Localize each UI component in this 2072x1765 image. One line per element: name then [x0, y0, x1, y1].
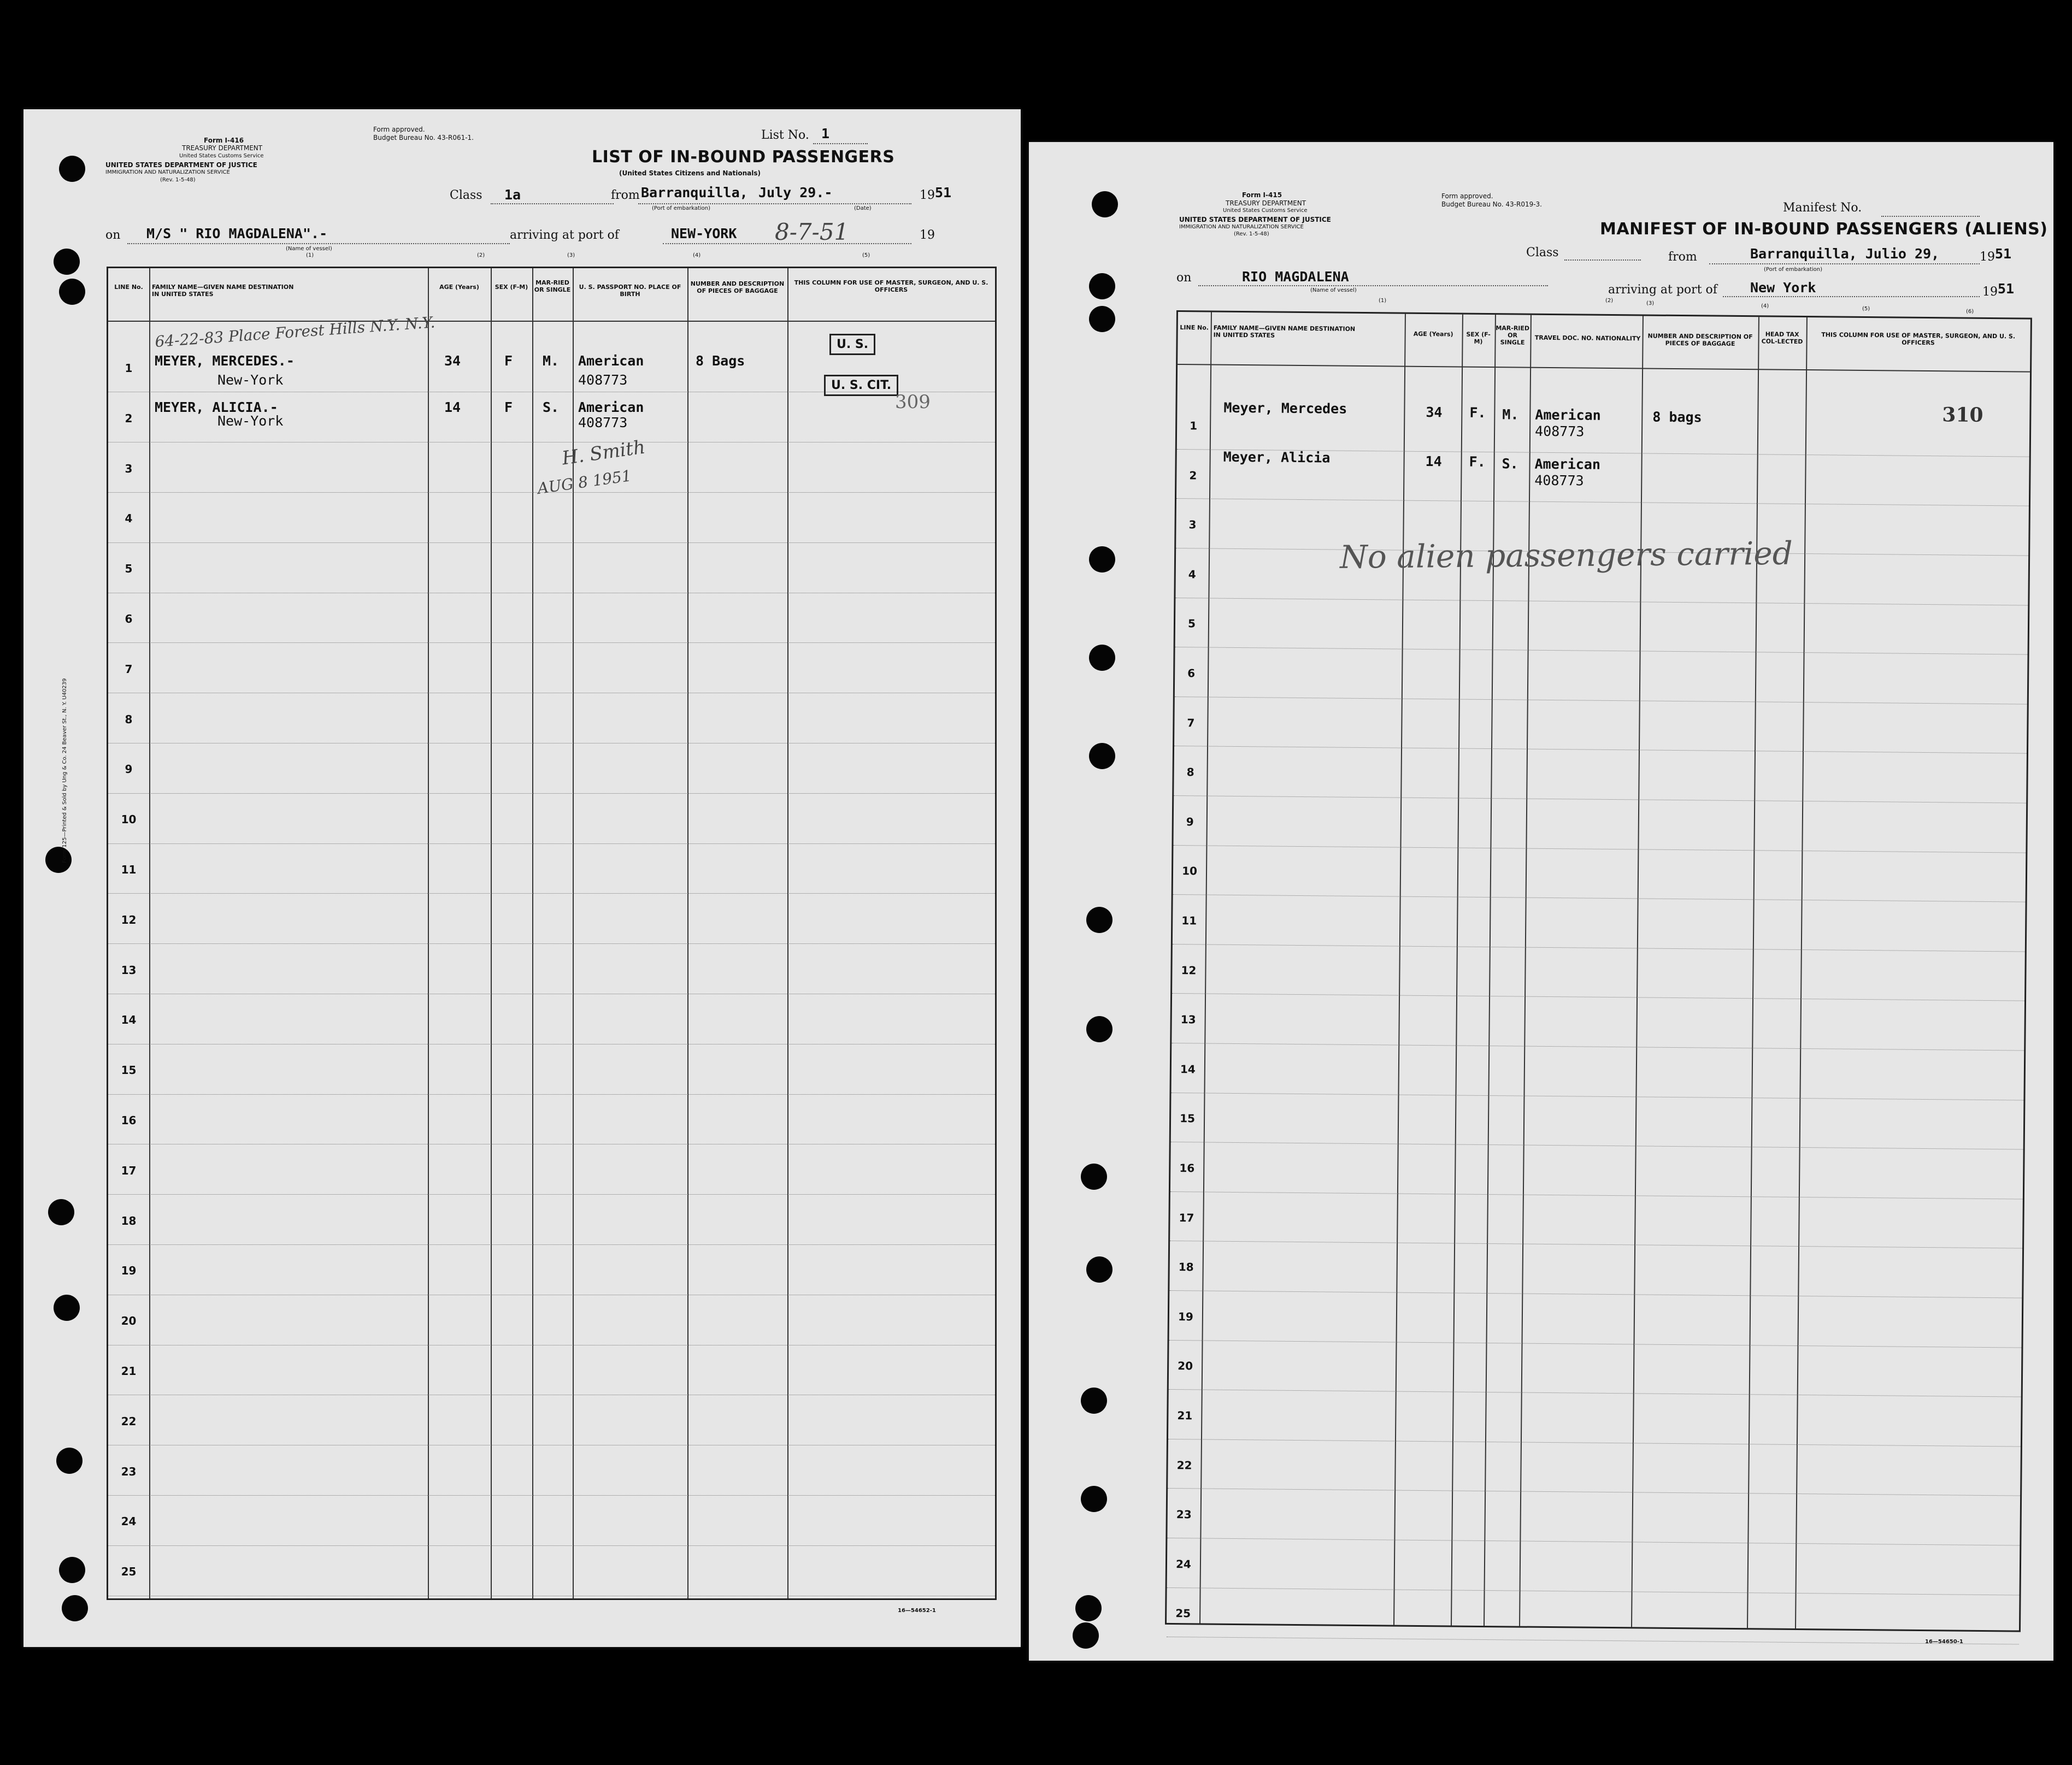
- row-rule: [1167, 1538, 2020, 1546]
- class-label: Class: [450, 188, 482, 202]
- form-id: Form I-416: [204, 137, 244, 144]
- handwritten-note: No alien passengers carried: [1339, 534, 1793, 576]
- punch-hole: [1081, 1486, 1107, 1512]
- col-num-4: (4): [693, 252, 701, 258]
- line-number: 5: [1187, 617, 1196, 630]
- line-number: 11: [1181, 914, 1197, 928]
- header-head-tax: HEAD TAX COL-LECTED: [1761, 330, 1803, 346]
- row-rule: [1173, 845, 2026, 853]
- page-number: 310: [1942, 403, 1983, 427]
- handwritten-address: 64-22-83 Place Forest Hills N.Y. N.Y.: [154, 313, 436, 351]
- line-number: 4: [125, 512, 133, 526]
- row-rule: [108, 1094, 995, 1095]
- row1-age: 34: [1426, 404, 1443, 421]
- row2-dest: New-York: [217, 413, 284, 429]
- on-label: on: [105, 228, 121, 242]
- line-number: 22: [1176, 1458, 1192, 1472]
- line-number: 8: [1186, 765, 1194, 779]
- row-rule: [1167, 1587, 2020, 1595]
- line-number: 9: [125, 763, 133, 776]
- punch-hole: [1086, 907, 1112, 933]
- row-rule: [1176, 498, 2029, 506]
- row-rule: [1167, 1637, 2019, 1645]
- line-number: 25: [1175, 1607, 1191, 1620]
- line-number: 7: [125, 662, 133, 676]
- col-num-1: (1): [1379, 298, 1387, 304]
- col-num-2: (2): [1605, 298, 1614, 304]
- header-officers: THIS COLUMN FOR USE OF MASTER, SURGEON, AND U. S. OFFICERS: [794, 279, 988, 293]
- budget-bureau: Budget Bureau No. 43-R019-3.: [1441, 200, 1542, 208]
- header-line-no: LINE No.: [114, 284, 143, 291]
- header-married: MAR-RIED OR SINGLE: [534, 279, 571, 293]
- arrival-date-handwritten: 8-7-51: [775, 219, 849, 245]
- row2-passport: 408773: [578, 415, 628, 430]
- row2-age: 14: [444, 399, 461, 415]
- row-rule: [1168, 1439, 2021, 1447]
- row-rule: [1173, 944, 2025, 952]
- date-caption: (Date): [854, 205, 872, 211]
- row-rule: [1172, 1043, 2024, 1051]
- line-number: 2: [125, 411, 133, 425]
- footer-code: 16—54652-1: [898, 1608, 936, 1614]
- punch-hole: [54, 1295, 80, 1321]
- handwritten-date: AUG 8 1951: [536, 467, 633, 498]
- line-number: 20: [121, 1314, 137, 1328]
- punch-hole: [1089, 546, 1115, 572]
- line-number: 12: [1181, 963, 1197, 977]
- dept-treasury: TREASURY DEPARTMENT: [1226, 199, 1306, 207]
- row2-nationality: American: [1534, 456, 1601, 473]
- row-rule: [108, 1545, 995, 1546]
- row-rule: [108, 1194, 995, 1195]
- col-num-3: (3): [567, 252, 575, 258]
- year2-prefix: 19: [1982, 285, 1998, 299]
- line-number: 25: [121, 1565, 137, 1579]
- header-name: FAMILY NAME—GIVEN NAME DESTINATION IN UNITED STATES: [152, 284, 294, 298]
- punch-hole: [62, 1595, 88, 1621]
- line-number: 10: [121, 813, 137, 827]
- line-number: 19: [1178, 1309, 1193, 1324]
- row1-baggage: 8 Bags: [696, 353, 745, 369]
- line-number: 3: [125, 462, 133, 475]
- arrival-port: NEW-YORK: [671, 226, 737, 241]
- line-number: 6: [125, 612, 133, 625]
- line-number: 14: [121, 1013, 137, 1027]
- header-baggage: NUMBER AND DESCRIPTION OF PIECES OF BAGGAGE: [1647, 332, 1753, 347]
- arriving-label: arriving at port of: [510, 228, 619, 242]
- form-id: Form I-415: [1242, 191, 1282, 199]
- port-embarkation-caption: (Port of embarkation): [652, 205, 711, 211]
- header-age: AGE (Years): [1413, 330, 1453, 338]
- row-rule: [1169, 1290, 2022, 1298]
- row2-age: 14: [1425, 453, 1442, 470]
- row-rule: [1168, 1488, 2020, 1496]
- list-no-label: List No.: [761, 128, 809, 142]
- row-rule: [1175, 598, 2028, 606]
- footer-code: 16—54650-1: [1925, 1639, 1963, 1645]
- arriving-label: arriving at port of: [1608, 283, 1717, 297]
- punch-hole: [1081, 1388, 1107, 1414]
- row2-sex: F.: [1469, 453, 1486, 470]
- budget-bureau: Budget Bureau No. 43-R061-1.: [373, 134, 474, 141]
- line-number: 18: [1178, 1260, 1194, 1274]
- header-line-no: LINE No.: [1180, 324, 1209, 332]
- line-number: 2: [1189, 468, 1197, 482]
- row1-passport: 408773: [1534, 423, 1585, 440]
- line-number: 10: [1182, 864, 1198, 878]
- vessel-name: M/S " RIO MAGDALENA".-: [146, 226, 328, 241]
- line-number: 20: [1178, 1359, 1193, 1373]
- punch-hole: [59, 279, 85, 305]
- row-rule: [1174, 795, 2026, 804]
- line-number: 15: [1180, 1112, 1196, 1125]
- col-num-5: (5): [862, 252, 870, 258]
- row-rule: [108, 1244, 995, 1245]
- line-number: 9: [1186, 814, 1194, 829]
- row1-married: M.: [543, 353, 560, 369]
- row1-sex: F: [504, 353, 513, 369]
- row1-married: M.: [1502, 406, 1519, 423]
- row1-nationality: American: [1535, 406, 1601, 423]
- row-rule: [1169, 1340, 2022, 1348]
- from-label: from: [1668, 250, 1697, 264]
- vessel-caption: (Name of vessel): [286, 246, 332, 252]
- us-stamp: U. S.: [829, 334, 875, 355]
- line-number: 19: [121, 1264, 137, 1278]
- alien-passenger-table: [1165, 310, 2032, 1632]
- passenger-table: [107, 267, 997, 1600]
- year2-value: 51: [1998, 281, 2015, 297]
- row-rule: [108, 642, 995, 643]
- row1-name: MEYER, MERCEDES.-: [155, 353, 295, 369]
- dept-justice: UNITED STATES DEPARTMENT OF JUSTICE: [105, 161, 257, 169]
- line-number: 22: [121, 1414, 137, 1428]
- dept-customs: United States Customs Service: [179, 153, 264, 159]
- dept-justice: UNITED STATES DEPARTMENT OF JUSTICE: [1179, 216, 1331, 223]
- arrival-port: New York: [1750, 280, 1816, 296]
- row2-name: MEYER, ALICIA.-: [155, 399, 278, 415]
- row1-sex: F.: [1469, 404, 1486, 421]
- dept-ins: IMMIGRATION AND NATURALIZATION SERVICE: [1179, 224, 1304, 230]
- us-citizens-passenger-list: [23, 109, 1021, 1647]
- row1-nationality: American: [578, 353, 644, 369]
- line-number: 5: [125, 562, 133, 576]
- punch-hole: [54, 249, 80, 275]
- dept-treasury: TREASURY DEPARTMENT: [182, 144, 263, 152]
- row1-passport: 408773: [578, 372, 628, 388]
- embarkation-date: July 29.-: [758, 185, 833, 200]
- line-number: 8: [125, 712, 133, 726]
- punch-hole: [1081, 1164, 1107, 1190]
- embarkation-port: Barranquilla, Julio 29,: [1750, 246, 1940, 262]
- row-rule: [108, 542, 995, 543]
- header-travel-doc: TRAVEL DOC. NO. NATIONALITY: [1534, 334, 1641, 343]
- aliens-manifest: [1029, 142, 2053, 1661]
- line-number: 21: [1177, 1409, 1193, 1422]
- row-rule: [108, 793, 995, 794]
- header-married: MAR-RIED OR SINGLE: [1496, 324, 1530, 346]
- punch-hole: [1089, 273, 1115, 299]
- line-number: 12: [121, 913, 137, 926]
- page-number: 309: [895, 391, 931, 413]
- row2-passport: 408773: [1534, 472, 1584, 489]
- punch-hole: [1089, 645, 1115, 671]
- handwritten-signature: H. Smith: [560, 436, 647, 470]
- line-number: 1: [1190, 419, 1198, 433]
- punch-hole: [1073, 1622, 1099, 1649]
- line-number: 17: [1179, 1211, 1194, 1224]
- col-num-3: (3): [1646, 300, 1655, 306]
- form-approved: Form approved.: [1441, 192, 1493, 200]
- year-prefix: 19: [1980, 250, 1995, 264]
- row1-name: Meyer, Mercedes: [1223, 399, 1347, 417]
- year-prefix: 19: [920, 188, 935, 202]
- row-rule: [108, 943, 995, 944]
- row-rule: [1171, 1142, 2023, 1150]
- side-printer-text: Form 125—Printed & Sold by Ung & Co. 24 Beaver St., N. Y. U40239: [62, 678, 68, 863]
- row2-sex: F: [504, 399, 513, 415]
- page-subtitle: (United States Citizens and Nationals): [619, 169, 761, 177]
- line-number: 14: [1180, 1062, 1196, 1076]
- punch-hole: [1092, 191, 1118, 217]
- punch-hole: [59, 1557, 85, 1583]
- punch-hole: [1089, 743, 1115, 769]
- vessel-name: RIO MAGDALENA: [1242, 269, 1349, 285]
- line-number: 24: [1175, 1557, 1191, 1571]
- row-rule: [1170, 1241, 2022, 1249]
- col-num-1: (1): [306, 252, 314, 258]
- list-no-value: 1: [821, 126, 830, 141]
- line-number: 16: [1179, 1161, 1195, 1175]
- line-number: 23: [1176, 1508, 1192, 1521]
- row-rule: [1171, 1093, 2023, 1101]
- class-value: 1a: [504, 187, 521, 203]
- row-rule: [108, 1495, 995, 1496]
- line-number: 6: [1187, 666, 1196, 680]
- row2-married: S.: [543, 399, 560, 415]
- row1-dest: New-York: [217, 372, 284, 388]
- row2-nationality: American: [578, 399, 644, 415]
- manifest-no-label: Manifest No.: [1783, 201, 1862, 215]
- row2-name: Meyer, Alicia: [1223, 448, 1331, 466]
- punch-hole: [48, 1199, 74, 1225]
- line-number: 18: [121, 1214, 137, 1227]
- row-rule: [1175, 647, 2028, 655]
- row-rule: [108, 893, 995, 894]
- form-rev: (Rev. 1-5-48): [160, 177, 196, 183]
- punch-hole: [1089, 306, 1115, 332]
- on-label: on: [1176, 271, 1192, 285]
- row2-married: S.: [1502, 456, 1518, 472]
- punch-hole: [1086, 1256, 1112, 1283]
- row-rule: [1172, 993, 2024, 1001]
- col-num-6: (6): [1966, 309, 1974, 315]
- year19: 19: [920, 228, 935, 242]
- punch-hole: [56, 1448, 83, 1474]
- row1-age: 34: [444, 353, 461, 369]
- header-sex: SEX (F-M): [1466, 330, 1491, 345]
- year-value: 51: [935, 185, 952, 200]
- punch-hole: [1086, 1016, 1112, 1042]
- us-cit-stamp: U. S. CIT.: [824, 375, 898, 396]
- embarkation-port: Barranquilla,: [641, 185, 748, 200]
- row-rule: [1169, 1389, 2021, 1397]
- line-number: 1: [125, 362, 133, 375]
- header-sex: SEX (F-M): [495, 284, 528, 291]
- header-officers: THIS COLUMN FOR USE OF MASTER, SURGEON, AND U. S. OFFICERS: [1821, 331, 2016, 347]
- dept-customs: United States Customs Service: [1223, 208, 1308, 214]
- line-number: 13: [1180, 1013, 1196, 1026]
- col-num-5: (5): [1862, 306, 1870, 312]
- from-label: from: [611, 188, 640, 202]
- header-baggage: NUMBER AND DESCRIPTION OF PIECES OF BAGGAGE: [690, 280, 785, 294]
- line-number: 11: [121, 863, 137, 876]
- line-number: 23: [121, 1465, 137, 1478]
- line-number: 24: [121, 1515, 137, 1528]
- line-number: 15: [121, 1064, 137, 1077]
- punch-hole: [59, 156, 85, 182]
- year-value: 51: [1995, 246, 2012, 262]
- port-embarkation-caption: (Port of embarkation): [1764, 267, 1823, 273]
- row1-baggage: 8 bags: [1652, 409, 1702, 426]
- header-age: AGE (Years): [439, 284, 479, 291]
- page-title: LIST OF IN-BOUND PASSENGERS: [592, 147, 895, 167]
- line-number: 4: [1188, 568, 1196, 581]
- punch-hole: [1075, 1595, 1102, 1621]
- line-number: 17: [121, 1164, 137, 1177]
- col-num-4: (4): [1761, 303, 1769, 309]
- line-number: 7: [1187, 716, 1195, 729]
- header-passport: U. S. PASSPORT NO. PLACE OF BIRTH: [579, 284, 681, 298]
- line-number: 21: [121, 1365, 137, 1378]
- class-label: Class: [1526, 246, 1559, 259]
- row-rule: [108, 843, 995, 844]
- dept-ins: IMMIGRATION AND NATURALIZATION SERVICE: [105, 169, 230, 175]
- header-name: FAMILY NAME—GIVEN NAME DESTINATION IN UNITED STATES: [1213, 324, 1356, 339]
- form-approved: Form approved.: [373, 126, 425, 133]
- line-number: 3: [1188, 518, 1197, 532]
- form-rev: (Rev. 1-5-48): [1234, 231, 1269, 237]
- row-rule: [1175, 696, 2027, 705]
- row-rule: [1173, 894, 2026, 902]
- vessel-caption: (Name of vessel): [1310, 287, 1357, 293]
- page-title: MANIFEST OF IN-BOUND PASSENGERS (ALIENS): [1600, 220, 2048, 239]
- row-rule: [1174, 746, 2027, 754]
- row-rule: [1170, 1191, 2023, 1200]
- col-num-2: (2): [477, 252, 485, 258]
- line-number: 16: [121, 1114, 137, 1127]
- line-number: 13: [121, 963, 137, 977]
